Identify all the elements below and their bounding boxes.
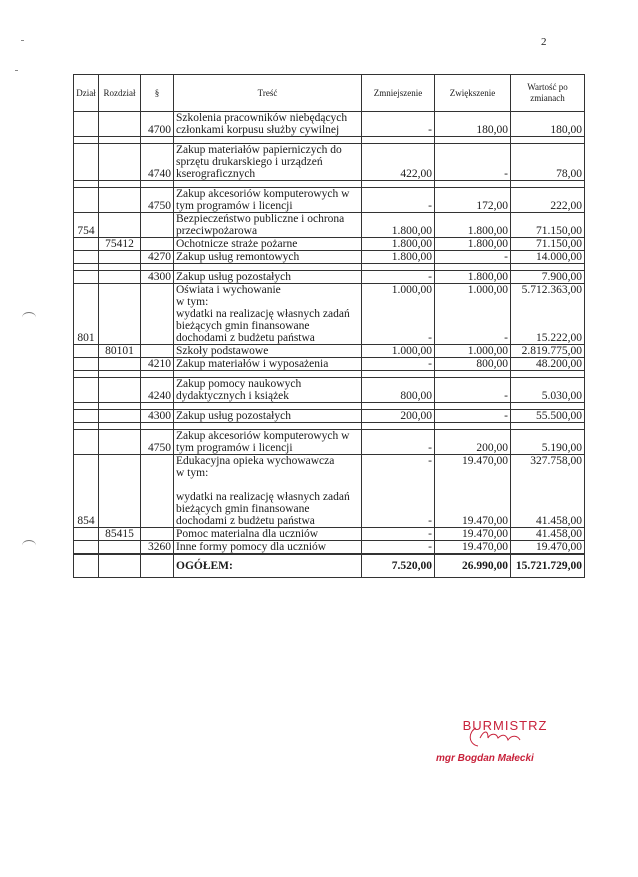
gap-cell — [174, 264, 362, 271]
gap-cell — [435, 137, 511, 144]
cell-paragraf: 4700 — [141, 112, 174, 137]
value-sub: - — [428, 515, 432, 527]
cell-zmn — [362, 284, 435, 345]
value-main: 1.000,00 — [391, 284, 432, 296]
cell-zwi: 19.470,00 — [435, 528, 511, 541]
scan-mark — [21, 40, 24, 41]
signature-title: BURMISTRZ — [462, 718, 548, 733]
table-header-row — [74, 75, 585, 112]
cell-tresc — [174, 358, 362, 371]
gap-cell — [174, 137, 362, 144]
spacer — [437, 503, 508, 515]
cell-zmn: - — [362, 271, 435, 284]
table-row — [74, 345, 585, 358]
cell-zwi — [435, 455, 511, 528]
spacer — [437, 467, 508, 479]
gap-cell — [362, 264, 435, 271]
cell-tresc — [174, 455, 362, 528]
tresc-line: Ochotnicze straże pożarne — [176, 238, 298, 250]
cell-dzial — [74, 410, 99, 423]
cell-paragraf: 4750 — [141, 430, 174, 455]
cell-zwi: - — [435, 378, 511, 403]
tresc-line: Zakup akcesoriów komputerowych w — [176, 188, 350, 200]
cell-zmn: 1.800,00 — [362, 251, 435, 264]
gap-cell — [511, 423, 585, 430]
tresc-line: Pomoc materialna dla uczniów — [176, 528, 319, 540]
signature-name: mgr Bogdan Małecki — [436, 753, 534, 764]
cell-zwi: 1.800,00 — [435, 238, 511, 251]
spacer — [364, 503, 432, 515]
table-row — [74, 238, 585, 251]
page-number: 2 — [541, 36, 547, 48]
table-row — [74, 144, 585, 181]
tresc-line: wydatki na realizację własnych zadań — [176, 491, 350, 503]
cell-rozdzial — [99, 271, 141, 284]
header-wartosc — [511, 75, 585, 112]
cell-rozdzial: 85415 — [99, 528, 141, 541]
gap-cell — [99, 403, 141, 410]
cell-paragraf — [141, 284, 174, 345]
gap-cell — [435, 181, 511, 188]
cell-dzial — [74, 188, 99, 213]
cell-tresc — [174, 284, 362, 345]
header-rozdzial: Rozdział — [99, 75, 141, 112]
tresc-line: w tym: — [176, 296, 209, 308]
header-zwiekszenie: Zwiększenie — [435, 75, 511, 112]
cell-wart: 41.458,00 — [511, 528, 585, 541]
gap-cell — [74, 403, 99, 410]
tresc-line: wydatki na realizację własnych zadań — [176, 308, 350, 320]
cell-paragraf — [141, 345, 174, 358]
table-row — [74, 410, 585, 423]
gap-cell — [99, 423, 141, 430]
tresc-line: bieżących gmin finansowane — [176, 320, 310, 332]
cell-tresc — [174, 251, 362, 264]
cell-rozdzial — [99, 430, 141, 455]
cell-dzial: 754 — [74, 213, 99, 238]
header-wartosc-line1: Wartość po — [527, 82, 568, 92]
cell-tresc — [174, 271, 362, 284]
cell-wart: 48.200,00 — [511, 358, 585, 371]
gap-row — [74, 403, 585, 410]
value-sub: 19.470,00 — [462, 515, 508, 527]
spacer — [364, 491, 432, 503]
cell-zwi: - — [435, 251, 511, 264]
cell-wart: 71.150,00 — [511, 238, 585, 251]
cell-rozdzial — [99, 188, 141, 213]
tresc-line: dochodami z budżetu państwa — [176, 515, 315, 527]
cell-zmn: 1.800,00 — [362, 213, 435, 238]
cell-wart: 222,00 — [511, 188, 585, 213]
cell-paragraf: 4750 — [141, 188, 174, 213]
cell-dzial — [74, 541, 99, 555]
table-row — [74, 251, 585, 264]
cell-zwi: - — [435, 410, 511, 423]
gap-row — [74, 371, 585, 378]
gap-cell — [74, 423, 99, 430]
cell-rozdzial: 75412 — [99, 238, 141, 251]
spacer — [437, 479, 508, 491]
cell-paragraf: 4300 — [141, 410, 174, 423]
spacer — [513, 479, 582, 491]
cell-zmn: - — [362, 188, 435, 213]
gap-cell — [362, 403, 435, 410]
cell-rozdzial — [99, 284, 141, 345]
cell-wart: 5.030,00 — [511, 378, 585, 403]
cell-zmn: 1.800,00 — [362, 238, 435, 251]
cell-dzial: 854 — [74, 455, 99, 528]
signature-stamp — [430, 718, 580, 764]
cell-tresc — [174, 345, 362, 358]
cell-dzial: 801 — [74, 284, 99, 345]
gap-cell — [74, 181, 99, 188]
gap-cell — [511, 403, 585, 410]
spacer — [364, 308, 432, 320]
gap-cell — [174, 371, 362, 378]
total-cell-paragraf — [141, 554, 174, 578]
gap-row — [74, 181, 585, 188]
cell-paragraf — [141, 213, 174, 238]
cell-zmn: - — [362, 541, 435, 555]
total-row — [74, 554, 585, 578]
cell-tresc — [174, 112, 362, 137]
tresc-line: Zakup usług remontowych — [176, 251, 300, 263]
cell-zwi: 800,00 — [435, 358, 511, 371]
tresc-line: Oświata i wychowanie — [176, 284, 281, 296]
table-row — [74, 430, 585, 455]
value-main: 5.712.363,00 — [521, 284, 582, 296]
cell-rozdzial — [99, 112, 141, 137]
value-main: 1.000,00 — [467, 284, 508, 296]
gap-cell — [174, 423, 362, 430]
gap-cell — [99, 371, 141, 378]
cell-zmn: 422,00 — [362, 144, 435, 181]
tresc-line: Zakup materiałów papierniczych do — [176, 144, 342, 156]
tresc-line: członkami korpusu służby cywilnej — [176, 124, 340, 136]
signature-scribble-icon — [466, 724, 536, 752]
cell-tresc — [174, 238, 362, 251]
gap-row — [74, 137, 585, 144]
tresc-line: sprzętu drukarskiego i urządzeń — [176, 156, 323, 168]
gap-row — [74, 423, 585, 430]
table-row — [74, 541, 585, 555]
cell-rozdzial — [99, 144, 141, 181]
budget-body — [74, 112, 585, 555]
punch-hole-mark — [22, 540, 36, 551]
tresc-line: w tym: — [176, 467, 209, 479]
spacer — [364, 296, 432, 308]
tresc-line: Edukacyjna opieka wychowawcza — [176, 455, 335, 467]
cell-paragraf — [141, 238, 174, 251]
gap-cell — [141, 181, 174, 188]
cell-zwi — [435, 284, 511, 345]
cell-wart: 180,00 — [511, 112, 585, 137]
gap-cell — [141, 423, 174, 430]
cell-paragraf: 3260 — [141, 541, 174, 555]
cell-paragraf: 4210 — [141, 358, 174, 371]
gap-cell — [74, 371, 99, 378]
cell-wart — [511, 284, 585, 345]
table-row — [74, 528, 585, 541]
value-sub: 41.458,00 — [536, 515, 582, 527]
gap-cell — [141, 137, 174, 144]
gap-row — [74, 264, 585, 271]
cell-rozdzial — [99, 213, 141, 238]
gap-cell — [174, 181, 362, 188]
gap-cell — [362, 181, 435, 188]
cell-paragraf: 4240 — [141, 378, 174, 403]
cell-dzial — [74, 345, 99, 358]
header-dzial: Dział — [74, 75, 99, 112]
gap-cell — [99, 181, 141, 188]
cell-zwi: 172,00 — [435, 188, 511, 213]
gap-cell — [174, 403, 362, 410]
value-main: 19.470,00 — [462, 455, 508, 467]
cell-zmn: - — [362, 528, 435, 541]
budget-table — [73, 74, 585, 578]
gap-cell — [74, 264, 99, 271]
tresc-line: Zakup usług pozostałych — [176, 410, 291, 422]
cell-dzial — [74, 251, 99, 264]
spacer — [513, 503, 582, 515]
cell-zmn — [362, 455, 435, 528]
spacer — [364, 467, 432, 479]
cell-zwi: 200,00 — [435, 430, 511, 455]
cell-zwi: - — [435, 144, 511, 181]
gap-cell — [511, 371, 585, 378]
gap-cell — [511, 264, 585, 271]
total-cell-dzial — [74, 554, 99, 578]
gap-cell — [435, 423, 511, 430]
cell-rozdzial — [99, 541, 141, 555]
header-zmniejszenie: Zmniejszenie — [362, 75, 435, 112]
cell-rozdzial: 80101 — [99, 345, 141, 358]
cell-wart: 78,00 — [511, 144, 585, 181]
spacer — [364, 320, 432, 332]
scan-mark — [15, 70, 18, 71]
spacer — [513, 467, 582, 479]
spacer — [513, 296, 582, 308]
header-wartosc-line2: zmianach — [530, 93, 565, 103]
cell-paragraf: 4740 — [141, 144, 174, 181]
value-main: 327.758,00 — [530, 455, 582, 467]
cell-rozdzial — [99, 455, 141, 528]
cell-dzial — [74, 271, 99, 284]
cell-paragraf: 4270 — [141, 251, 174, 264]
cell-zwi: 19.470,00 — [435, 541, 511, 555]
cell-wart: 55.500,00 — [511, 410, 585, 423]
gap-cell — [435, 371, 511, 378]
tresc-line: Szkoły podstawowe — [176, 345, 269, 357]
tresc-line: Zakup pomocy naukowych — [176, 378, 302, 390]
tresc-line: Inne formy pomocy dla uczniów — [176, 541, 327, 553]
cell-dzial — [74, 430, 99, 455]
tresc-line: Szkolenia pracowników niebędących — [176, 112, 348, 124]
spacer — [513, 308, 582, 320]
tresc-line: dochodami z budżetu państwa — [176, 332, 315, 344]
gap-cell — [435, 403, 511, 410]
spacer — [513, 491, 582, 503]
spacer — [437, 296, 508, 308]
gap-cell — [99, 264, 141, 271]
gap-cell — [141, 264, 174, 271]
table-row — [74, 188, 585, 213]
cell-paragraf — [141, 528, 174, 541]
cell-tresc — [174, 378, 362, 403]
tresc-line: przeciwpożarowa — [176, 225, 258, 237]
cell-rozdzial — [99, 251, 141, 264]
cell-zmn: 1.000,00 — [362, 345, 435, 358]
cell-wart: 2.819.775,00 — [511, 345, 585, 358]
cell-wart: 19.470,00 — [511, 541, 585, 555]
header-paragraf: § — [141, 75, 174, 112]
cell-tresc — [174, 410, 362, 423]
cell-zmn: - — [362, 430, 435, 455]
tresc-line: tym programów i licencji — [176, 442, 293, 454]
value-main: - — [428, 455, 432, 467]
gap-cell — [435, 264, 511, 271]
table-row — [74, 455, 585, 528]
cell-dzial — [74, 378, 99, 403]
gap-cell — [141, 371, 174, 378]
spacer — [513, 320, 582, 332]
cell-dzial — [74, 238, 99, 251]
cell-tresc — [174, 430, 362, 455]
cell-tresc — [174, 144, 362, 181]
table-row — [74, 271, 585, 284]
spacer — [437, 320, 508, 332]
cell-rozdzial — [99, 410, 141, 423]
value-sub: - — [428, 332, 432, 344]
gap-cell — [141, 403, 174, 410]
cell-tresc — [174, 528, 362, 541]
gap-cell — [362, 371, 435, 378]
tresc-line: Bezpieczeństwo publiczne i ochrona — [176, 213, 345, 225]
header-tresc: Treść — [174, 75, 362, 112]
cell-wart — [511, 455, 585, 528]
tresc-line: Zakup materiałów i wyposażenia — [176, 358, 329, 370]
table-row — [74, 112, 585, 137]
cell-rozdzial — [99, 358, 141, 371]
cell-zwi: 1.800,00 — [435, 213, 511, 238]
table-row — [74, 284, 585, 345]
cell-zwi: 1.800,00 — [435, 271, 511, 284]
cell-paragraf: 4300 — [141, 271, 174, 284]
gap-cell — [362, 423, 435, 430]
cell-tresc — [174, 213, 362, 238]
gap-cell — [362, 137, 435, 144]
cell-zmn: 200,00 — [362, 410, 435, 423]
punch-hole-mark — [22, 312, 36, 323]
spacer — [364, 479, 432, 491]
tresc-line: Zakup usług pozostałych — [176, 271, 291, 283]
cell-tresc — [174, 541, 362, 555]
total-zmniejszenie: 7.520,00 — [362, 554, 435, 578]
value-sub: - — [504, 332, 508, 344]
total-wartosc: 15.721.729,00 — [511, 554, 585, 578]
cell-zmn: - — [362, 358, 435, 371]
value-sub: 15.222,00 — [536, 332, 582, 344]
cell-dzial — [74, 112, 99, 137]
total-label: OGÓŁEM: — [174, 554, 362, 578]
cell-wart: 5.190,00 — [511, 430, 585, 455]
table-row — [74, 213, 585, 238]
tresc-line: dydaktycznych i książek — [176, 390, 290, 402]
tresc-line: Zakup akcesoriów komputerowych w — [176, 430, 350, 442]
cell-paragraf — [141, 455, 174, 528]
tresc-line: bieżących gmin finansowane — [176, 503, 310, 515]
total-zwiekszenie: 26.990,00 — [435, 554, 511, 578]
cell-wart: 71.150,00 — [511, 213, 585, 238]
cell-zmn: 800,00 — [362, 378, 435, 403]
tresc-line — [176, 479, 359, 491]
gap-cell — [99, 137, 141, 144]
spacer — [437, 491, 508, 503]
tresc-line: kserograficznych — [176, 168, 256, 180]
table-row — [74, 378, 585, 403]
cell-zwi: 1.000,00 — [435, 345, 511, 358]
cell-dzial — [74, 144, 99, 181]
tresc-line: tym programów i licencji — [176, 200, 293, 212]
cell-zwi: 180,00 — [435, 112, 511, 137]
cell-zmn: - — [362, 112, 435, 137]
gap-cell — [511, 137, 585, 144]
cell-wart: 14.000,00 — [511, 251, 585, 264]
cell-dzial — [74, 528, 99, 541]
table-row — [74, 358, 585, 371]
spacer — [437, 308, 508, 320]
total-cell-rozdzial — [99, 554, 141, 578]
gap-cell — [511, 181, 585, 188]
cell-dzial — [74, 358, 99, 371]
gap-cell — [74, 137, 99, 144]
cell-wart: 7.900,00 — [511, 271, 585, 284]
cell-rozdzial — [99, 378, 141, 403]
cell-tresc — [174, 188, 362, 213]
